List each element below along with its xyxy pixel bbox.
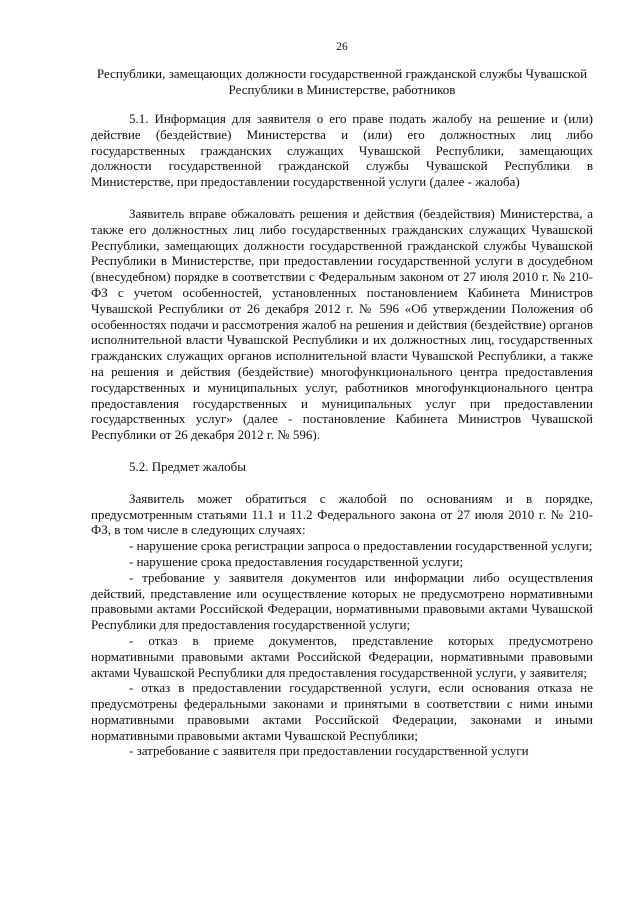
appeal-paragraph: Заявитель вправе обжаловать решения и действия (бездействия) Министерства, а также его должностных лиц либо государственных гражданских служащих Чувашской Республики, замещающих должности государственной гражданской службы Чувашской Республики в Министерстве, при предоставлении государственной услуги в досудебном (внесудебном) порядке в соответствии с Федеральным законом от 27 июля 2010 г. № 210-ФЗ с учетом особенностей, установленных постановлением Кабинета Министров Чувашской Республики от 26 декабря 2012 г. № 596 «Об утверждении Положения об особенностях подачи и рассмотрения жалоб на решения и действия (бездействие) органов исполнительной власти Чувашской Республики и их должностных лиц, государственных гражданских служащих органов исполнительной власти Чувашской Республики, а также на решения и действия (бездействие) многофункционального центра предоставления государственных и муниципальных услуг, работников многофункционального центра предоставления государственных и муниципальных услуг при предоставлении государственных услуг» (далее - постановление Кабинета Министров Чувашской Республики от 26 декабря 2012 г. № 596). bbox=[91, 205, 593, 443]
list-item: - нарушение срока предоставления государственной услуги; bbox=[129, 553, 464, 569]
section-5-1-title: 5.1. Информация для заявителя о его праве подать жалобу на решение и (или) действие (бездействие) Министерства и (или) его должностных лиц либо государственных гражданских служащих Чувашской Республики, замещающих должности государственной гражданской службы Чувашской Республики в Министерстве, при предоставлении государственной услуги (далее - жалоба) bbox=[91, 111, 593, 190]
list-item: - нарушение срока регистрации запроса о предоставлении государственной услуги; bbox=[129, 538, 593, 554]
grounds-paragraph: Заявитель может обратиться с жалобой по основаниям и в порядке, предусмотренным статьями 11.1 и 11.2 Федерального закона от 27 июля 2010 г. № 210-ФЗ, в том числе в следующих случаях: bbox=[91, 490, 593, 538]
list-item: - затребование с заявителя при предоставлении государственной услуги bbox=[129, 743, 529, 759]
page-number: 26 bbox=[336, 41, 348, 53]
document-body bbox=[91, 111, 593, 759]
list-item: - отказ в предоставлении государственной услуги, если основания отказа не предусмотрены федеральными законами и принятыми в соответствии с ними иными нормативными правовыми актами Российской Федерации, законами и иными нормативными правовыми актами Чувашской Республики; bbox=[91, 680, 593, 743]
section-5-2-title: 5.2. Предмет жалобы bbox=[129, 458, 246, 474]
continued-heading: Республики, замещающих должности государственной гражданской службы Чувашской Республики в Министерстве, работников bbox=[96, 66, 588, 97]
list-item: - требование у заявителя документов или информации либо осуществления действий, представление или осуществление которых не предусмотрено нормативными правовыми актами Российской Федерации, нормативными правовыми актами Чувашской Республики для предоставления государственной услуги; bbox=[91, 569, 593, 633]
list-item: - отказ в приеме документов, представление которых предусмотрено нормативными правовыми актами Российской Федерации, нормативными правовыми актами Чувашской Республики для предоставления государственной услуги, у заявителя; bbox=[91, 632, 593, 680]
